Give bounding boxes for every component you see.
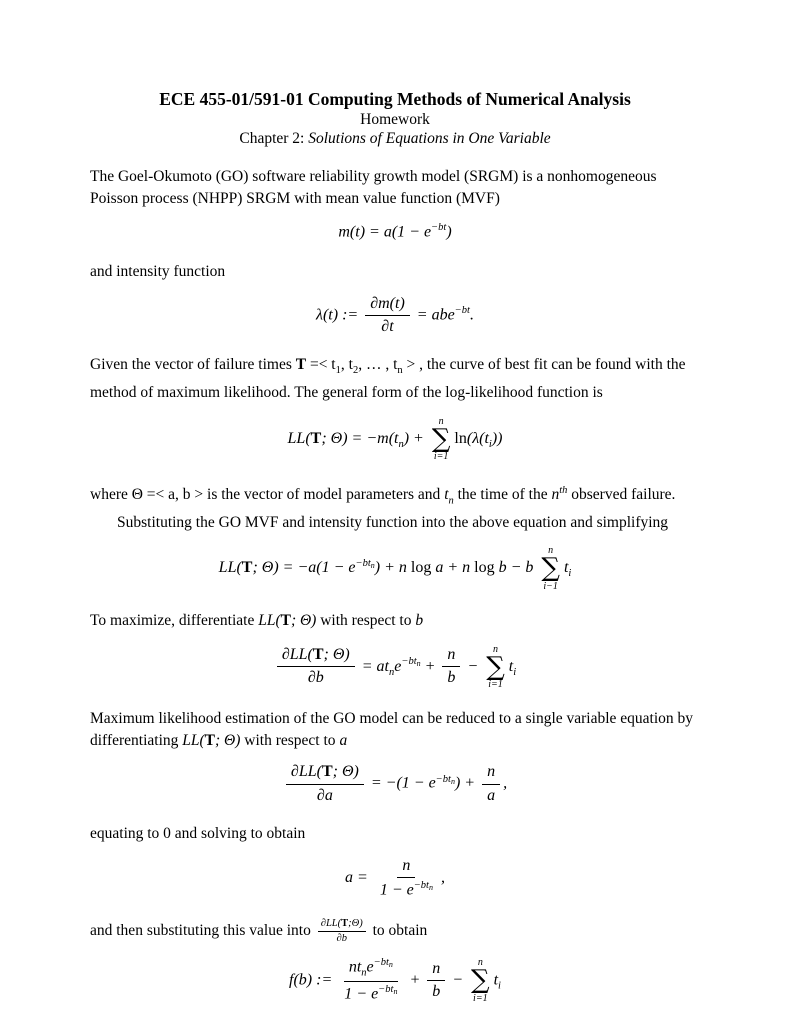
summation: [486, 644, 505, 691]
math-token: t: [444, 486, 449, 504]
vector-symbol: T: [321, 763, 333, 781]
math-token: LL(: [218, 559, 242, 577]
summation-lower-limit: i=1: [488, 679, 503, 691]
subscript: 2: [352, 365, 359, 377]
fraction-numerator: [277, 646, 355, 667]
fraction-numerator: n: [482, 763, 500, 784]
fraction-numerator: n: [397, 857, 415, 878]
superscript: [401, 656, 420, 667]
math-token: = abe: [412, 306, 455, 324]
subscript: n: [398, 438, 404, 450]
subscript: n: [361, 967, 367, 979]
vector-symbol: T: [341, 917, 349, 929]
math-token: ∂LL(: [290, 763, 322, 781]
math-token: .: [469, 306, 474, 324]
ln-operator: ln: [454, 429, 467, 447]
sigma-symbol: ∑: [471, 965, 490, 996]
summation: [432, 416, 451, 463]
math-token: a: [339, 731, 348, 749]
summation: [471, 957, 490, 1004]
math-token: = at: [357, 657, 389, 675]
math-token: e: [366, 958, 374, 976]
math-token: 1 − e: [379, 881, 414, 899]
fraction-denominator: ∂a: [316, 786, 333, 804]
math-token: −: [448, 971, 468, 989]
fraction: [365, 295, 410, 337]
math-token: λ(t) :=: [316, 306, 363, 324]
text-token: observed failure.: [567, 486, 676, 504]
text-token: Given the vector of failure times: [90, 356, 296, 374]
fraction-denominator: ∂t: [381, 318, 394, 336]
text-token: , t: [340, 356, 353, 374]
nested-subscript: n: [393, 987, 398, 997]
fraction-numerator: [286, 763, 364, 784]
superscript: [436, 774, 455, 785]
summation-lower-limit: i=1: [433, 451, 449, 463]
paragraph-failure-times: [90, 354, 700, 403]
math-token: nt: [348, 958, 362, 976]
math-token: ∂LL(: [320, 917, 342, 929]
math-token: ; Θ) = −m(t: [321, 429, 399, 447]
superscript-text: −bt: [401, 656, 417, 668]
math-token: ; Θ): [323, 646, 350, 664]
math-token: )): [491, 429, 503, 447]
fraction-denominator: b: [447, 669, 456, 687]
paragraph-substituting: Substituting the GO MVF and intensity function into the above equation and simplifying: [117, 513, 669, 531]
nested-subscript: n: [450, 776, 455, 786]
page-title: ECE 455-01/591-01 Computing Methods of Numerical Analysis: [159, 89, 631, 109]
math-token: f(b) :=: [289, 971, 337, 989]
subscript: i: [498, 980, 501, 992]
summation-upper-limit: n: [477, 957, 483, 969]
math-token: ∂LL(: [281, 646, 313, 664]
chapter-line: [90, 129, 700, 148]
fraction-denominator: ∂b: [307, 669, 324, 687]
nested-subscript: n: [416, 659, 421, 669]
sigma-symbol: ∑: [431, 423, 451, 454]
text-token: Maximum likelihood estimation of the GO model can be reduced to a single variable equation by differentiating: [90, 710, 694, 749]
paragraph-intensity: and intensity function: [90, 263, 226, 281]
superscript-text: −bt: [378, 984, 394, 996]
text-token: with respect to: [240, 731, 340, 749]
fraction: [427, 960, 445, 1002]
nested-subscript: n: [428, 882, 433, 892]
math-token: t: [493, 971, 499, 989]
equation-partial-a: [90, 763, 700, 805]
math-token: e: [394, 657, 402, 675]
math-token: b − b: [494, 559, 538, 577]
fraction-denominator: ∂b: [336, 932, 347, 944]
fraction-numerator: [318, 918, 366, 932]
text-token: and then substituting this value into: [90, 921, 315, 939]
fraction-denominator: [375, 878, 438, 900]
superscript: −bt: [454, 304, 470, 316]
math-token: ): [446, 223, 452, 241]
paragraph-intro: The Goel-Okumoto (GO) software reliability growth model (SRGM) is a nonhomogeneous Poisson process (NHPP) SRGM with mean value function (MVF): [90, 168, 657, 207]
summation-lower-limit: i=1: [473, 992, 488, 1004]
paragraph-mle-reduction: [90, 708, 700, 751]
math-token: +: [405, 971, 425, 989]
summation-lower-limit: i−1: [543, 581, 558, 593]
vector-symbol: T: [280, 612, 291, 630]
superscript: −bt: [431, 222, 447, 233]
fraction: [482, 763, 500, 805]
equation-intensity: [90, 295, 700, 337]
fraction-numerator: n: [427, 960, 445, 981]
summation: [541, 545, 560, 592]
paragraph-equating: equating to 0 and solving to obtain: [90, 825, 306, 843]
text-token: > , the curve of best fit can be found with the method of maximum likelihood. The general form of the log-likelihood function is: [90, 356, 686, 401]
math-token: ; Θ): [290, 612, 317, 630]
math-token: +: [420, 657, 440, 675]
vector-symbol: T: [204, 731, 216, 749]
math-token: t: [508, 657, 514, 675]
fraction: [286, 763, 364, 805]
chapter-prefix: Chapter 2:: [239, 130, 309, 147]
fraction: [375, 857, 438, 900]
subscript: n: [397, 365, 403, 377]
nested-subscript: n: [388, 959, 393, 969]
subscript: i: [513, 666, 517, 678]
subscript: i: [568, 568, 572, 580]
text-token: , … , t: [358, 356, 398, 374]
vector-symbol: T: [310, 429, 322, 447]
nested-subscript: n: [370, 561, 375, 571]
math-token: ;Θ): [348, 917, 363, 929]
superscript-text: −bt: [435, 773, 451, 785]
paragraph-parameters: [90, 480, 700, 512]
equation-loglikelihood-general: [90, 416, 700, 463]
inline-fraction: [318, 918, 366, 945]
subscript: 1: [335, 365, 341, 377]
text-token: the time of the: [453, 486, 552, 504]
math-token: LL(: [182, 731, 205, 749]
equation-mvf: [90, 221, 700, 243]
math-token: ) +: [454, 774, 480, 792]
fraction-numerator: n: [442, 646, 460, 667]
subscript: i: [488, 438, 492, 450]
text-token: where Θ =< a, b > is the vector of model parameters and: [90, 486, 445, 504]
log-operator: log: [474, 559, 495, 577]
subscript: n: [448, 495, 454, 507]
equation-a-solution: [90, 857, 700, 900]
paragraph-substitute-value: [90, 918, 700, 945]
math-token: ,: [440, 868, 445, 886]
superscript: [378, 984, 397, 995]
equation-loglikelihood-go: [90, 545, 700, 592]
fraction: [442, 646, 460, 688]
text-token: with respect to: [316, 612, 416, 630]
fraction-denominator: b: [432, 982, 441, 1000]
vector-symbol: T: [312, 646, 324, 664]
math-token: ) + n: [374, 559, 411, 577]
fraction-numerator: ∂m(t): [365, 295, 410, 316]
paragraph-maximize: [90, 610, 700, 632]
log-operator: log: [410, 559, 432, 577]
fraction-numerator: [344, 957, 398, 983]
fraction-denominator: a: [487, 786, 496, 804]
math-token: −: [463, 657, 483, 675]
math-token: m(t) = a(1 − e: [338, 223, 432, 241]
fraction-denominator: [339, 982, 402, 1004]
math-token: LL(: [287, 429, 311, 447]
math-token: = −(1 − e: [366, 774, 436, 792]
math-token: LL(: [258, 612, 281, 630]
math-token: ; Θ) = −a(1 − e: [252, 559, 356, 577]
summation-upper-limit: n: [493, 643, 498, 655]
chapter-title: Solutions of Equations in One Variable: [308, 130, 551, 147]
equation-partial-b: [90, 644, 700, 691]
math-token: (λ(t: [466, 429, 489, 447]
superscript: [374, 957, 393, 968]
sigma-symbol: ∑: [486, 651, 505, 682]
summation-upper-limit: n: [548, 545, 554, 557]
sigma-symbol: ∑: [541, 553, 560, 584]
summation-upper-limit: n: [438, 415, 444, 427]
fraction: [277, 646, 355, 688]
subtitle: Homework: [360, 111, 430, 128]
superscript: [356, 558, 375, 569]
superscript-text: −bt: [373, 956, 389, 968]
superscript: th: [559, 485, 568, 497]
math-token: ; Θ): [215, 731, 241, 749]
math-token: t: [563, 559, 569, 577]
math-token: a + n: [431, 559, 475, 577]
vector-symbol: T: [295, 356, 307, 374]
superscript: [414, 880, 433, 891]
math-token: 1 − e: [344, 985, 379, 1003]
equation-fb: [90, 957, 700, 1004]
text-token: To maximize, differentiate: [90, 612, 259, 630]
math-token: ) +: [403, 429, 428, 447]
math-token: a =: [345, 868, 372, 886]
fraction: [339, 957, 402, 1004]
text-token: =< t: [306, 356, 336, 374]
math-token: ,: [503, 774, 508, 792]
math-token: n: [551, 486, 560, 504]
superscript-text: −bt: [413, 879, 429, 891]
math-token: b: [415, 612, 424, 630]
math-token: ; Θ): [332, 763, 359, 781]
superscript-text: −bt: [355, 558, 371, 570]
subscript: n: [389, 666, 395, 678]
vector-symbol: T: [241, 559, 253, 577]
text-token: to obtain: [368, 921, 428, 939]
